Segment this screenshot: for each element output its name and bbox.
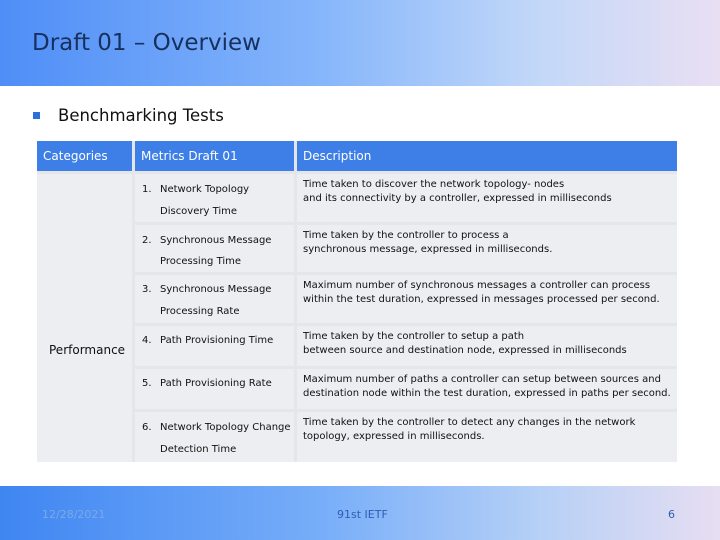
description-line1: Maximum number of paths a controller can setup between sources and — [303, 374, 661, 385]
column-divider — [294, 369, 297, 409]
page-number: 6 — [668, 508, 675, 521]
benchmark-table — [37, 141, 677, 462]
metric-number: 5. — [142, 378, 152, 389]
section-heading: Benchmarking Tests — [58, 106, 224, 125]
metric-cell — [135, 275, 294, 323]
header-categories — [37, 141, 132, 171]
footer-date: 12/28/2021 — [42, 508, 106, 521]
metric-number: 2. — [142, 235, 152, 246]
header-description-label: Description — [303, 149, 372, 163]
description-line2: synchronous message, expressed in milliseconds. — [303, 244, 553, 255]
description-line2: between source and destination node, expressed in milliseconds — [303, 345, 627, 356]
description-cell — [303, 178, 673, 206]
metric-cell — [135, 412, 294, 462]
description-cell — [303, 416, 673, 444]
slide-title: Draft 01 – Overview — [32, 30, 261, 56]
header-description — [297, 141, 677, 171]
metric-line1: Path Provisioning Time — [160, 335, 274, 346]
description-line1: Time taken by the controller to setup a path — [303, 331, 525, 342]
description-line2: topology, expressed in milliseconds. — [303, 431, 485, 442]
table-row — [135, 225, 677, 272]
description-line2: within the test duration, expressed in messages processed per second. — [303, 294, 660, 305]
metric-number: 3. — [142, 284, 152, 295]
description-cell — [303, 373, 673, 401]
table-row — [135, 326, 677, 366]
column-divider — [294, 412, 297, 462]
category-label: Performance — [49, 343, 126, 357]
metric-line1: Network Topology — [160, 184, 250, 195]
metric-line2: Processing Rate — [160, 306, 240, 317]
table-row — [135, 275, 677, 323]
description-line1: Maximum number of synchronous messages a controller can process — [303, 280, 651, 291]
table-row — [135, 174, 677, 222]
metric-line1: Path Provisioning Rate — [160, 378, 272, 389]
column-divider — [294, 326, 297, 366]
metric-line2: Discovery Time — [160, 206, 238, 217]
description-line1: Time taken to discover the network topology- nodes — [303, 179, 565, 190]
metric-cell — [135, 369, 294, 409]
bullet-square-icon — [33, 112, 40, 119]
metric-cell — [135, 326, 294, 366]
metric-cell — [135, 174, 294, 222]
metric-number: 6. — [142, 422, 152, 433]
column-divider — [294, 225, 297, 272]
metric-line1: Synchronous Message — [160, 235, 272, 246]
header-metrics-label: Metrics Draft 01 — [141, 149, 238, 163]
description-cell — [303, 279, 673, 307]
category-cell — [37, 174, 132, 462]
description-line1: Time taken by the controller to detect any changes in the network — [303, 417, 636, 428]
description-line2: destination node within the test duration, expressed in paths per second. — [303, 388, 671, 399]
table-row — [135, 369, 677, 409]
description-cell — [303, 330, 673, 358]
metric-number: 1. — [142, 184, 152, 195]
metric-line2: Processing Time — [160, 256, 242, 267]
column-divider — [294, 174, 297, 222]
table-row — [135, 412, 677, 462]
description-line1: Time taken by the controller to process a — [303, 230, 509, 241]
metric-line1: Synchronous Message — [160, 284, 272, 295]
metric-cell — [135, 225, 294, 272]
column-divider — [294, 275, 297, 323]
description-cell — [303, 229, 673, 257]
header-metrics — [135, 141, 294, 171]
footer-event: 91st IETF — [337, 508, 388, 521]
metric-line1: Network Topology Change — [160, 422, 291, 433]
metric-line2: Detection Time — [160, 444, 237, 455]
metric-number: 4. — [142, 335, 152, 346]
header-categories-label: Categories — [43, 149, 108, 163]
description-line2: and its connectivity by a controller, expressed in milliseconds — [303, 193, 612, 204]
